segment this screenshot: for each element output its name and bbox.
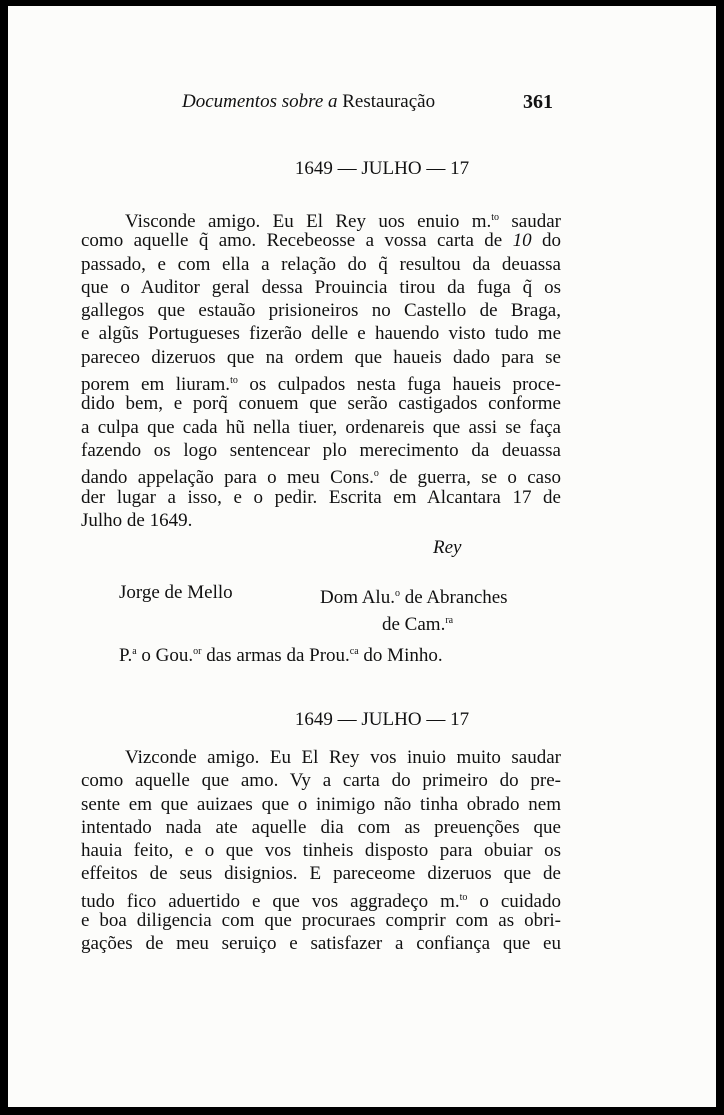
text-line: como aquelle que amo. Vy a carta do primeiro do pre- (81, 770, 561, 792)
text-line: sente em que auizaes que o inimigo não tinha obrado nem (81, 793, 561, 815)
text-line: Visconde amigo. Eu El Rey uos enuio m.$^{to}$ saudar (125, 211, 561, 232)
text-line: dando appelação para o meu Cons.$^o$ de guerra, se o caso (81, 467, 561, 489)
signature-left: Jorge de Mello (119, 582, 233, 603)
running-title: Documentos sobre a Restauração (182, 91, 436, 112)
text-line: e algũs Portugueses fizerão delle e hauendo visto tudo me (81, 323, 561, 345)
signature-right: Dom Alu.$^o$ de Abranches de Cam.$^{ra}$ (320, 587, 508, 635)
text-line: dido bem, e porq̃ conuem que serão castigados conforme (81, 393, 561, 415)
signature-king: Rey (433, 537, 462, 558)
text-line: pareceo dizeruos que na ordem que haueis dado para se (81, 346, 561, 368)
document-page (8, 6, 716, 1107)
text-line: Julho de 1649. (81, 509, 193, 531)
text-line: intentado nada ate aquelle dia com as preuenções que (81, 816, 561, 838)
text-line: passado, e com ella a relação do q̃ resultou da deuassa (81, 253, 561, 275)
text-line: effeitos de seus disignios. E pareceome dizeruos que de (81, 863, 561, 885)
text-line: como aquelle q̃ amo. Recebeosse a vossa carta de 10 do (81, 230, 562, 252)
text-line: que o Auditor geral dessa Prouincia tirou da fuga q̃ os (81, 276, 561, 298)
text-line: der lugar a isso, e o pedir. Escrita em Alcantara 17 de (81, 486, 561, 508)
text-line: tudo fico aduertido e que vos aggradeço m.$^{to}$ o cuidado (81, 890, 561, 912)
letter-2-date: 1649 — JULHO — 17 (294, 709, 470, 730)
letter-1-address: P.$^a$ o Gou.$^{or}$ das armas da Prou.$^{ca}$ do Minho. (119, 645, 443, 666)
running-header (8, 91, 716, 117)
text-line: porem em liuram.$^{to}$ os culpados nesta fuga haueis proce- (81, 374, 561, 396)
text-line: gallegos que estauão prisioneiros no Castello de Braga, (81, 300, 561, 322)
text-line: hauia feito, e o que vos tinheis disposto para obuiar os (81, 840, 561, 862)
letter-1-date: 1649 — JULHO — 17 (294, 158, 470, 179)
letter-1-body (81, 206, 561, 532)
letter-2-body (81, 746, 561, 956)
text-line: Vizconde amigo. Eu El Rey vos inuio muito saudar (125, 747, 561, 768)
text-line: a culpa que cada hũ nella tiuer, ordenareis que assi se faça (81, 416, 561, 438)
text-line: gações de meu seruiço e satisfazer a confiança que eu (81, 933, 561, 955)
text-line: fazendo os logo sentencear plo merecimento da deuassa (81, 439, 561, 461)
page-number: 361 (523, 91, 553, 113)
text-line: e boa diligencia com que procuraes comprir com as obri- (81, 910, 561, 932)
